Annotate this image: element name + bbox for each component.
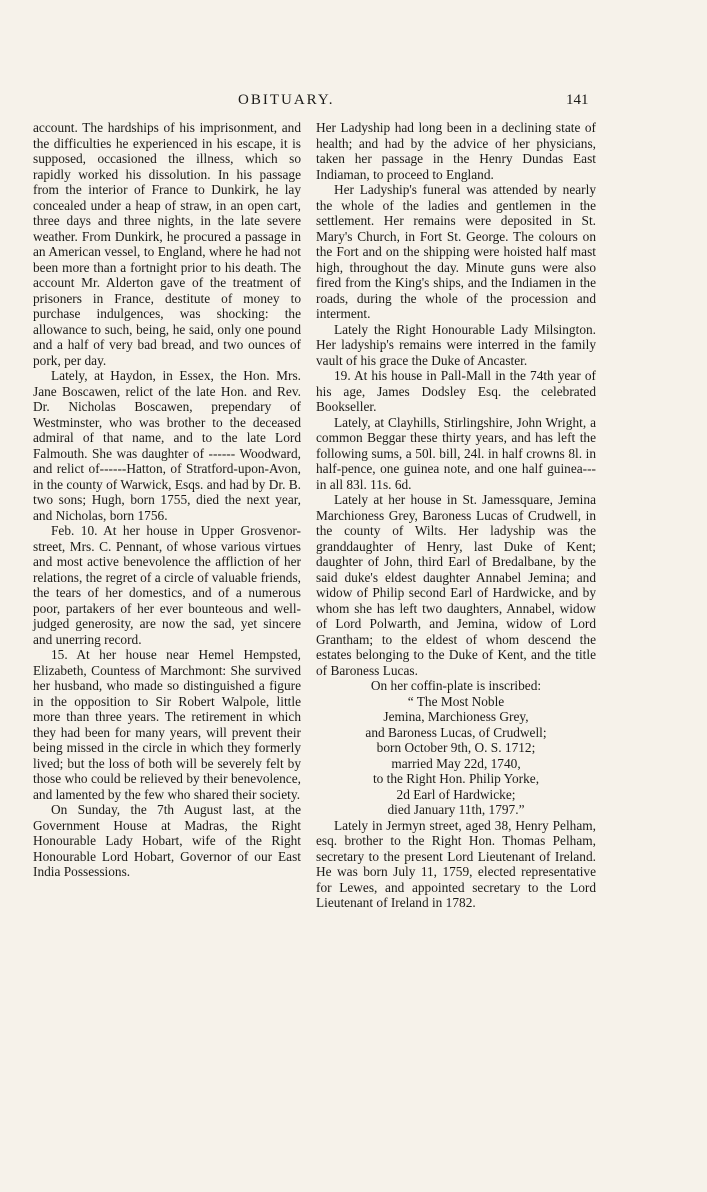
inscription-line: died January 11th, 1797.” [387, 802, 525, 817]
left-column [33, 120, 301, 880]
paragraph: 15. At her house near Hemel Hempsted, Elizabeth, Countess of Marchmont: She survived her husband, who made so distinguished a figure in the opposition to Sir Robert Walpole, little more than three years. The retirement in which they had been for many years, will prevent their being missed in the circle in which they formerly lived; but the loss of both will be severely felt by those who could be relieved by their benevolence, and lamented by the few who shared their society. [33, 647, 301, 802]
paragraph: Her Ladyship had long been in a declining state of health; and had by the advice of her physicians, taken her passage in the Henry Dundas East Indiaman, to proceed to England. [316, 120, 596, 182]
right-column [316, 120, 596, 911]
page-header [0, 92, 707, 116]
inscription-line: to the Right Hon. Philip Yorke, [372, 771, 540, 786]
paragraph: Lately at her house in St. Jamessquare, Jemina Marchioness Grey, Baroness Lucas of Crudwell, in the county of Wilts. Her ladyship was the granddaughter of Henry, last Duke of Kent; daughter of John, third Earl of Bredalbane, by the said duke's eldest daughter Annabel Jemina; and widow of Philip second Earl of Hardwicke, and by whom she has left two daughters, Annabel, widow of Lord Polwarth, and Jemina, widow of Lord Grantham; to the eldest of whom descend the estates belonging to the Duke of Kent, and the title of Baroness Lucas. [316, 492, 596, 678]
paragraph: Lately in Jermyn street, aged 38, Henry Pelham, esq. brother to the Right Hon. Thomas Pelham, secretary to the present Lord Lieutenant of Ireland. He was born July 11, 1759, elected representative for Lewes, and appointed secretary to the Lord Lieutenant of Ireland in 1782. [316, 817, 596, 910]
page-number: 141 [566, 92, 589, 108]
running-title: OBITUARY. [238, 92, 335, 108]
paragraph: Her Ladyship's funeral was attended by nearly the whole of the ladies and gentlemen in the settlement. Her remains were deposited in St. Mary's Church, in Fort St. George. The colours on the Fort and on the shipping were hoisted half mast high, throughout the day. Minute guns were also fired from the King's ships, and the Indiamen in the roads, during the whole of the procession and interment. [316, 182, 596, 321]
paragraph: Feb. 10. At her house in Upper Grosvenor-street, Mrs. C. Pennant, of whose various virtues and most active benevolence the affliction of her relations, the regret of a circle of valuable friends, the tears of her domestics, and of a numerous poor, partakers of her ever bounteous and well-judged generosity, are now the sad, yet sincere and unerring record. [33, 523, 301, 647]
inscription-line: 2d Earl of Hardwicke; [396, 786, 516, 802]
inscription-line: born October 9th, O. S. 1712; [376, 740, 536, 755]
inscription-line: “ The Most Noble [407, 693, 505, 709]
inscription-intro: On her coffin-plate is inscribed: [370, 678, 542, 693]
paragraph: On Sunday, the 7th August last, at the Government House at Madras, the Right Honourable Lady Hobart, wife of the Right Honourable Lord Hobart, Governor of our East India Possessions. [33, 802, 301, 879]
paragraph: Lately the Right Honourable Lady Milsington. Her ladyship's remains were interred in the family vault of his grace the Duke of Ancaster. [316, 321, 596, 368]
paragraph: Lately, at Clayhills, Stirlingshire, John Wright, a common Beggar these thirty years, and has left the following sums, a 50l. bill, 24l. in half crowns 8l. in half-pence, one guinea note, and one half guinea---in all 83l. 11s. 6d. [316, 414, 596, 492]
inscription-line: Jemina, Marchioness Grey, [383, 709, 529, 724]
coffin-plate-inscription [316, 678, 596, 818]
inscription-line: and Baroness Lucas, of Crudwell; [365, 724, 547, 740]
paragraph: Lately, at Haydon, in Essex, the Hon. Mrs. Jane Boscawen, relict of the late Hon. and Rev. Dr. Nicholas Boscawen, prependary of Westminster, who was brother to the deceased admiral of that name, and to the late Lord Falmouth. She was daughter of ------ Woodward, and relict of------Hatton, of Stratford-upon-Avon, in the county of Warwick, Esqs. and had by Dr. B. two sons; Hugh, born 1755, died the next year, and Nicholas, born 1756. [33, 368, 301, 523]
paragraph: account. The hardships of his imprisonment, and the difficulties he experienced in his escape, it is supposed, occasioned the illness, which so rapidly worked his dissolution. In his passage from the interior of France to Dunkirk, he lay concealed under a heap of straw, in an open cart, three days and three nights, in the late severe weather. From Dunkirk, he procured a passage in an American vessel, to England, where he had not been more than a fortnight prior to his death. The account Mr. Alderton gave of the treatment of prisoners in France, destitute of money to purchase indulgences, was shocking: the allowance to such, being, he said, only one pound and a half of very bad bread, and two ounces of pork, per day. [33, 120, 301, 368]
paragraph: 19. At his house in Pall-Mall in the 74th year of his age, James Dodsley Esq. the celebrated Bookseller. [316, 368, 596, 414]
inscription-line: married May 22d, 1740, [391, 755, 521, 771]
